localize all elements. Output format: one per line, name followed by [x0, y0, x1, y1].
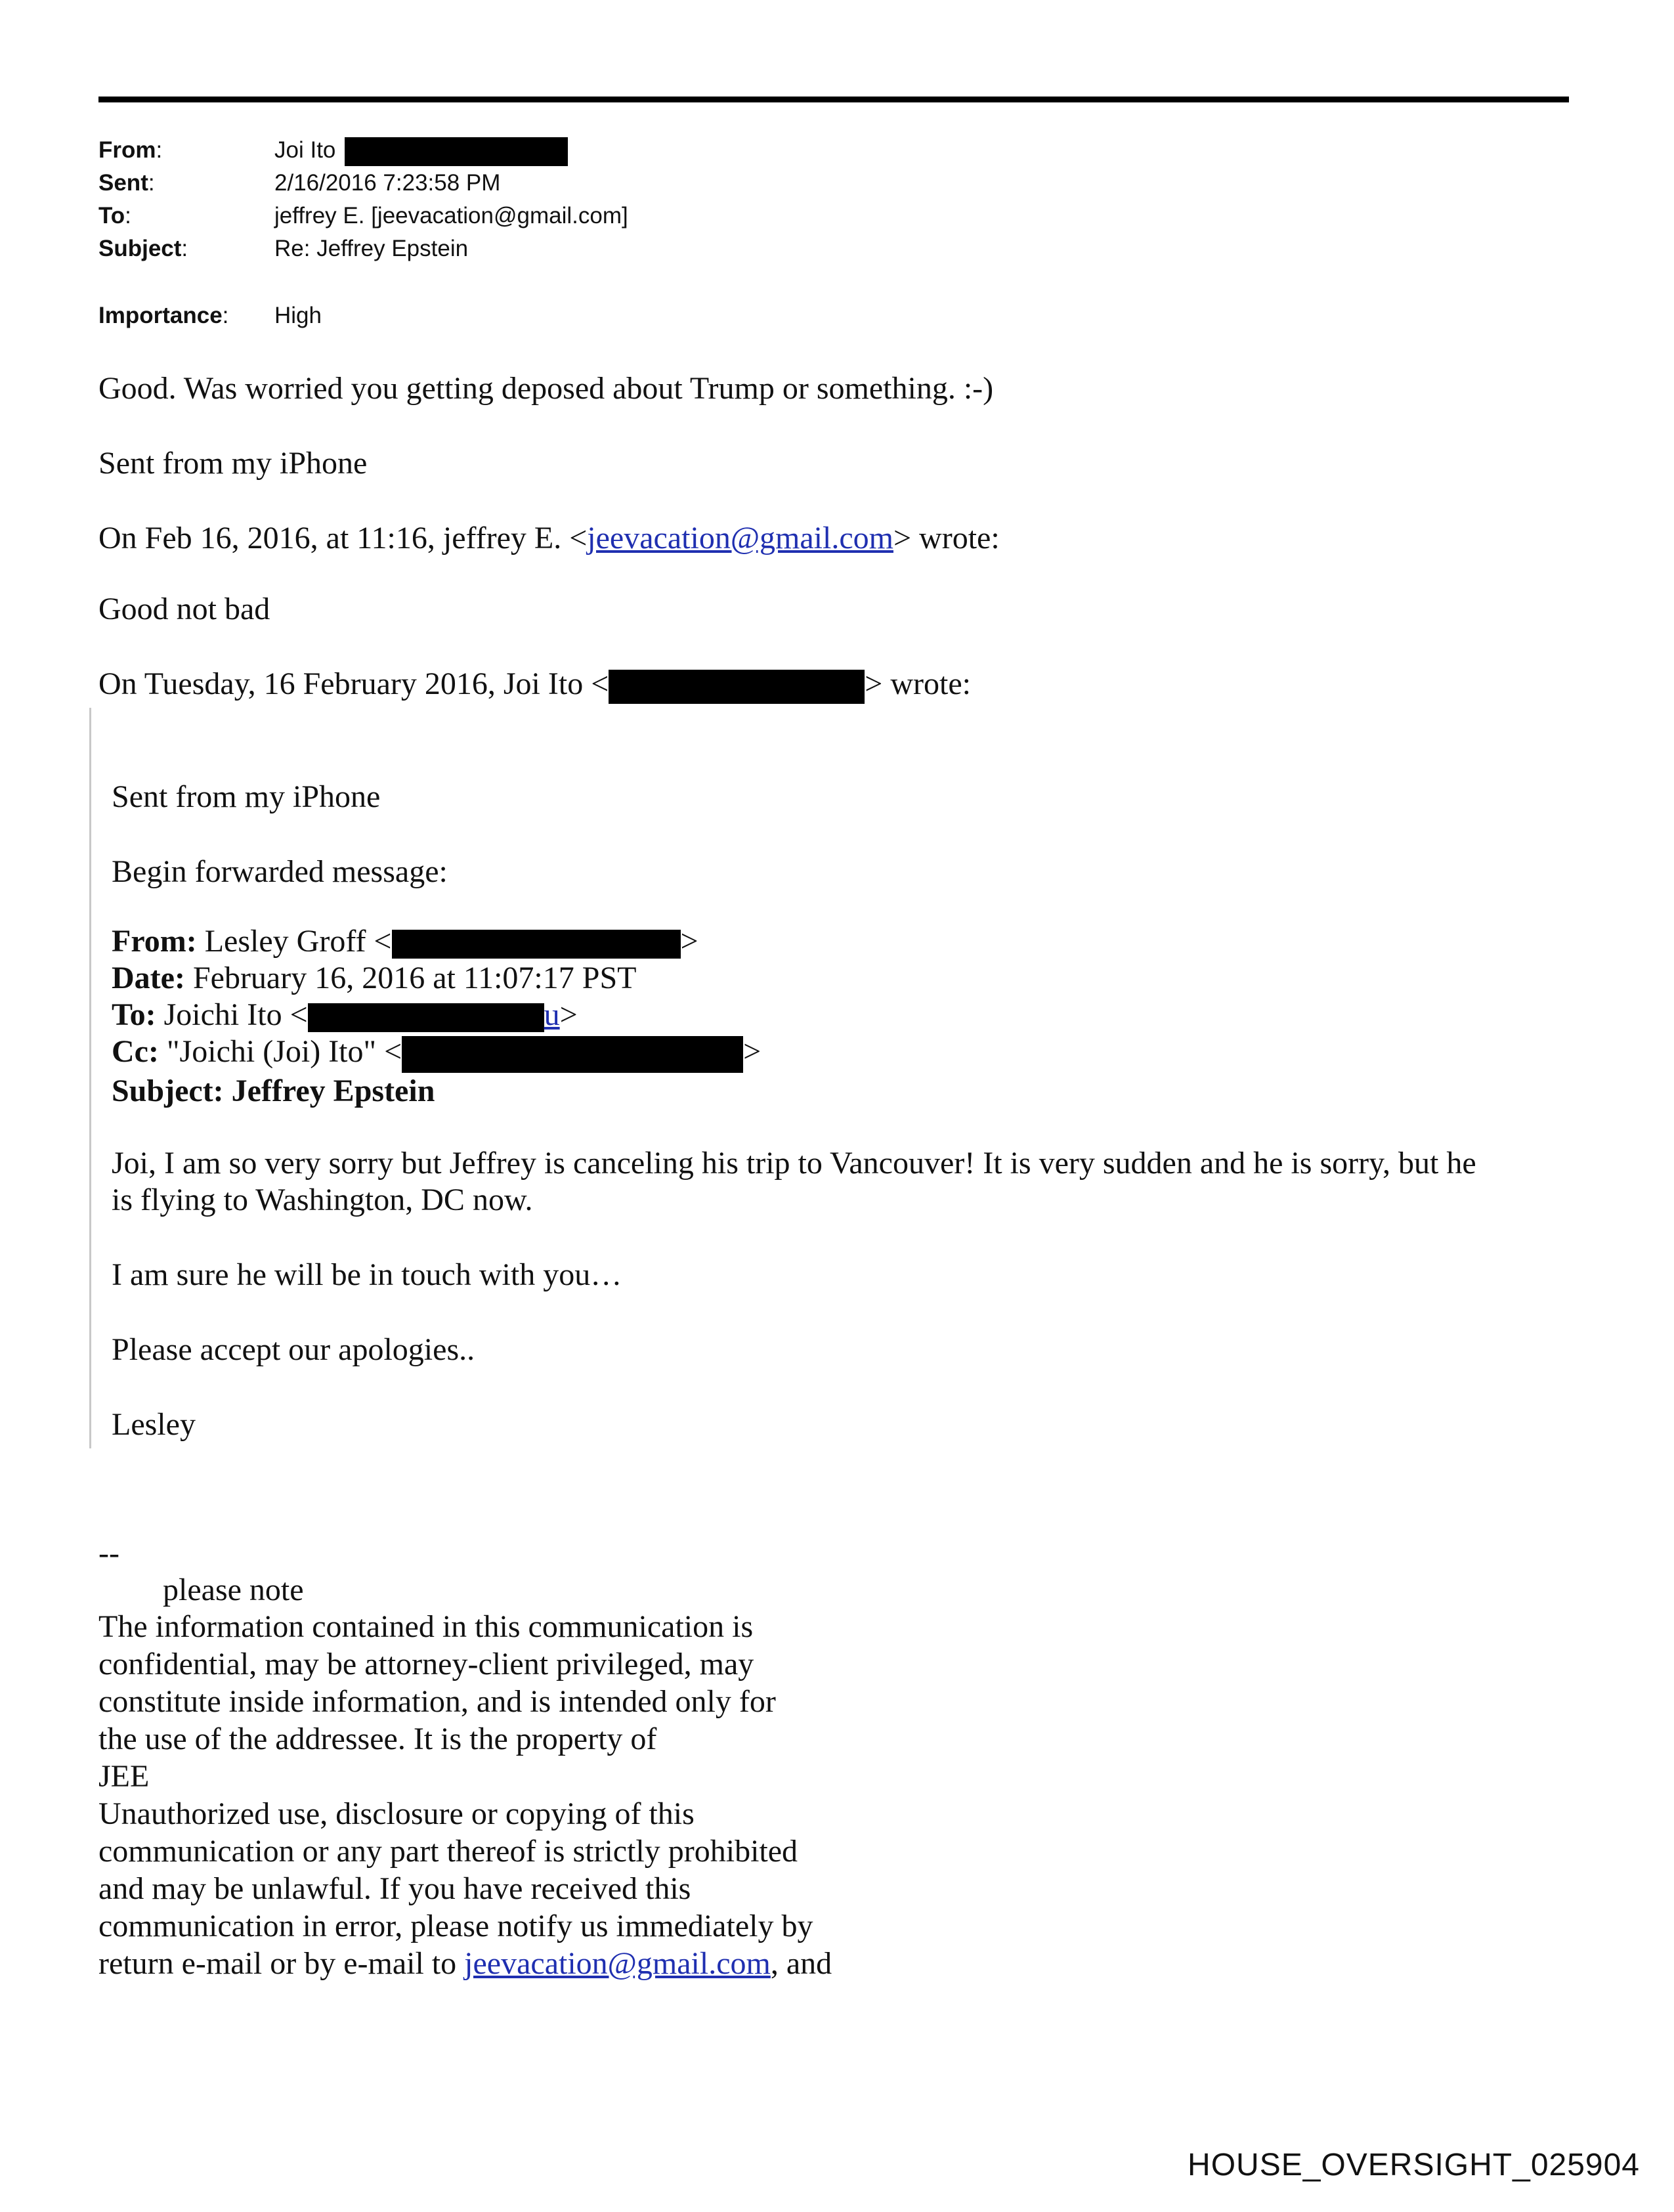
quote1-email-link[interactable]: jeevacation@gmail.com	[587, 521, 893, 555]
forwarded-body-line: I am sure he will be in touch with you…	[112, 1257, 622, 1292]
redaction	[402, 1036, 743, 1073]
disclaimer-line: constitute inside information, and is intended only for	[98, 1684, 776, 1719]
disclaimer-note: please note	[163, 1572, 304, 1607]
header-importance-value: High	[274, 303, 322, 328]
quote-bar	[89, 708, 91, 1448]
header-from-label: From:	[98, 137, 163, 163]
disclaimer-email-link[interactable]: jeevacation@gmail.com	[464, 1946, 771, 1981]
forwarded-signature: Sent from my iPhone	[112, 779, 381, 814]
forwarded-body-line: is flying to Washington, DC now.	[112, 1182, 533, 1217]
redaction	[345, 137, 568, 166]
forwarded-intro: Begin forwarded message:	[112, 854, 448, 889]
disclaimer-line: Unauthorized use, disclosure or copying of this	[98, 1796, 695, 1831]
quote2-attribution: On Tuesday, 16 February 2016, Joi Ito < > wrote:	[98, 666, 971, 704]
header-sent-value: 2/16/2016 7:23:58 PM	[274, 170, 501, 196]
reply-line: Good. Was worried you getting deposed about Trump or something. :-)	[98, 371, 994, 406]
header-importance-label: Importance:	[98, 303, 229, 328]
forwarded-date-row: Date: February 16, 2016 at 11:07:17 PST	[112, 961, 637, 995]
reply-signature: Sent from my iPhone	[98, 446, 368, 481]
forwarded-from-row: From: Lesley Groff < >	[112, 924, 698, 959]
header-subject-label: Subject:	[98, 236, 188, 261]
redaction	[308, 1003, 544, 1032]
header-subject-value: Re: Jeffrey Epstein	[274, 236, 469, 261]
bates-number: HOUSE_OVERSIGHT_025904	[1188, 2148, 1640, 2182]
header-from-value: Joi Ito	[274, 137, 568, 166]
disclaimer-line: JEE	[98, 1759, 150, 1794]
header-sent-label: Sent:	[98, 170, 155, 196]
forwarded-sign: Lesley	[112, 1407, 196, 1442]
disclaimer-line: the use of the addressee. It is the property of	[98, 1722, 657, 1756]
header-to-value: jeffrey E. [jeevacation@gmail.com]	[274, 203, 628, 228]
quote1-body: Good not bad	[98, 592, 270, 626]
forwarded-subject-row: Subject: Jeffrey Epstein	[112, 1073, 435, 1108]
forwarded-to-link[interactable]: u	[544, 997, 560, 1032]
quote1-attribution: On Feb 16, 2016, at 11:16, jeffrey E. <jeevacation@gmail.com> wrote:	[98, 521, 1000, 555]
redaction	[609, 670, 865, 704]
disclaimer-last-line: return e-mail or by e-mail to jeevacation@gmail.com, and	[98, 1946, 832, 1981]
disclaimer-line: and may be unlawful. If you have received this	[98, 1871, 691, 1906]
disclaimer-line: The information contained in this communication is	[98, 1609, 754, 1644]
disclaimer-line: communication or any part thereof is strictly prohibited	[98, 1834, 798, 1869]
forwarded-body-line: Please accept our apologies..	[112, 1332, 475, 1367]
forwarded-to-row: To: Joichi Ito < u>	[112, 997, 578, 1032]
forwarded-body-line: Joi, I am so very sorry but Jeffrey is canceling his trip to Vancouver! It is very sudden and he is sorry, but he	[112, 1146, 1476, 1181]
forwarded-cc-row: Cc: "Joichi (Joi) Ito" < >	[112, 1033, 761, 1073]
header-to-label: To:	[98, 203, 131, 228]
disclaimer-dashes: --	[98, 1536, 119, 1571]
disclaimer-line: communication in error, please notify us immediately by	[98, 1909, 813, 1943]
top-rule	[98, 97, 1569, 102]
redaction	[392, 930, 681, 959]
disclaimer-line: confidential, may be attorney-client privileged, may	[98, 1647, 754, 1681]
